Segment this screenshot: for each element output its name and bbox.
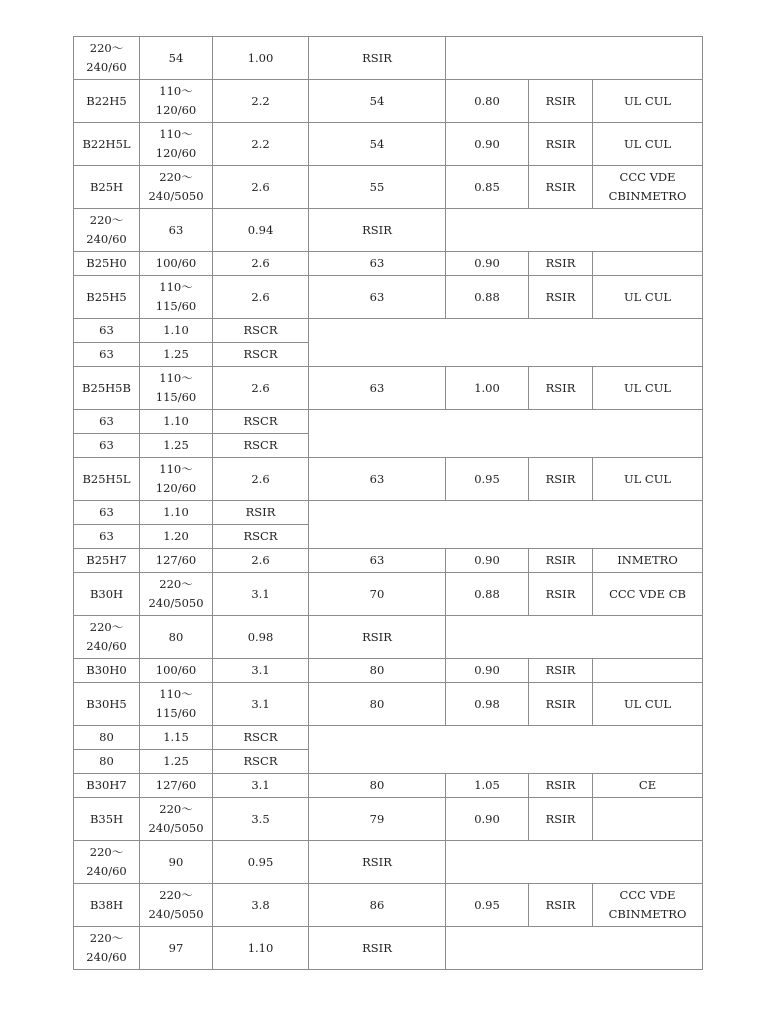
table-cell: 1.25 [140, 343, 213, 367]
table-cell: 63 [309, 458, 446, 501]
table-cell: 1.10 [140, 319, 213, 343]
table-cell: 0.80 [446, 80, 529, 123]
table-cell: 110～115/60 [140, 367, 213, 410]
table-cell: RSIR [309, 927, 446, 970]
spec-table-container [73, 36, 703, 970]
table-cell: RSIR [309, 209, 446, 252]
table-cell: RSIR [529, 123, 593, 166]
table-row [74, 884, 703, 927]
table-cell: RSIR [213, 501, 309, 525]
table-cell: 63 [74, 343, 140, 367]
table-cell: CCC VDE CBINMETRO [593, 166, 703, 209]
table-cell: 1.25 [140, 750, 213, 774]
table-cell: 0.90 [446, 659, 529, 683]
empty-cell [593, 659, 703, 683]
table-cell: 63 [309, 367, 446, 410]
table-cell: 0.88 [446, 276, 529, 319]
table-row [74, 37, 703, 80]
table-cell: 1.20 [140, 525, 213, 549]
table-cell: 3.8 [213, 884, 309, 927]
table-cell: 63 [309, 276, 446, 319]
table-row [74, 549, 703, 573]
table-cell: 110～115/60 [140, 683, 213, 726]
table-cell: 110～120/60 [140, 123, 213, 166]
table-cell: 1.25 [140, 434, 213, 458]
table-cell: 63 [74, 410, 140, 434]
table-cell: 0.90 [446, 252, 529, 276]
table-cell: 2.2 [213, 80, 309, 123]
table-cell: RSIR [309, 841, 446, 884]
table-cell: RSCR [213, 410, 309, 434]
table-cell: 3.1 [213, 774, 309, 798]
table-cell: 2.6 [213, 367, 309, 410]
table-cell: 80 [74, 726, 140, 750]
empty-cell [446, 616, 703, 659]
table-cell: RSIR [529, 683, 593, 726]
table-cell: RSCR [213, 750, 309, 774]
table-row [74, 367, 703, 410]
table-cell: RSIR [309, 37, 446, 80]
table-cell: CCC VDE CB [593, 573, 703, 616]
table-cell: 100/60 [140, 659, 213, 683]
table-cell: 0.94 [213, 209, 309, 252]
table-row [74, 726, 703, 750]
table-cell: 3.5 [213, 798, 309, 841]
table-cell: 100/60 [140, 252, 213, 276]
table-cell: 110～120/60 [140, 80, 213, 123]
table-cell: 2.6 [213, 549, 309, 573]
table-cell: RSIR [529, 252, 593, 276]
empty-cell [593, 798, 703, 841]
table-cell: 3.1 [213, 683, 309, 726]
table-cell: B25H5L [74, 458, 140, 501]
table-cell: RSIR [529, 798, 593, 841]
table-cell: 220～240/60 [74, 927, 140, 970]
empty-cell [446, 927, 703, 970]
table-cell: CCC VDE CBINMETRO [593, 884, 703, 927]
table-row [74, 927, 703, 970]
spec-table [73, 36, 703, 970]
empty-cell [593, 252, 703, 276]
table-row [74, 683, 703, 726]
table-cell: B25H [74, 166, 140, 209]
table-cell: RSIR [529, 458, 593, 501]
table-cell: 220～240/5050 [140, 798, 213, 841]
table-cell: UL CUL [593, 123, 703, 166]
empty-cell [309, 501, 703, 549]
table-cell: B30H7 [74, 774, 140, 798]
table-row [74, 659, 703, 683]
table-cell: 3.1 [213, 659, 309, 683]
table-cell: 63 [74, 319, 140, 343]
table-cell: RSIR [529, 80, 593, 123]
table-cell: 2.2 [213, 123, 309, 166]
empty-cell [309, 410, 703, 458]
table-cell: 220～240/60 [74, 37, 140, 80]
table-cell: 80 [309, 659, 446, 683]
table-cell: 110～115/60 [140, 276, 213, 319]
table-cell: UL CUL [593, 683, 703, 726]
table-cell: B30H5 [74, 683, 140, 726]
table-cell: RSIR [529, 573, 593, 616]
spec-table-body [74, 37, 703, 970]
table-cell: RSIR [529, 549, 593, 573]
table-cell: 86 [309, 884, 446, 927]
table-cell: 0.88 [446, 573, 529, 616]
table-cell: 1.10 [213, 927, 309, 970]
table-cell: 0.90 [446, 798, 529, 841]
table-cell: 54 [140, 37, 213, 80]
table-cell: 1.10 [140, 501, 213, 525]
table-cell: RSCR [213, 525, 309, 549]
table-cell: 80 [309, 774, 446, 798]
table-cell: 0.95 [446, 884, 529, 927]
table-cell: 80 [74, 750, 140, 774]
table-cell: 79 [309, 798, 446, 841]
table-cell: RSIR [529, 884, 593, 927]
table-cell: 1.00 [213, 37, 309, 80]
table-cell: 220～240/60 [74, 841, 140, 884]
table-cell: RSCR [213, 726, 309, 750]
table-cell: B35H [74, 798, 140, 841]
table-cell: 70 [309, 573, 446, 616]
empty-cell [309, 319, 703, 367]
table-cell: UL CUL [593, 458, 703, 501]
table-cell: 220～240/5050 [140, 166, 213, 209]
table-cell: UL CUL [593, 80, 703, 123]
table-cell: B25H7 [74, 549, 140, 573]
table-cell: 2.6 [213, 252, 309, 276]
table-cell: RSCR [213, 434, 309, 458]
table-cell: B25H5B [74, 367, 140, 410]
table-cell: B30H0 [74, 659, 140, 683]
table-row [74, 841, 703, 884]
table-cell: 0.90 [446, 549, 529, 573]
table-row [74, 410, 703, 434]
table-row [74, 774, 703, 798]
table-cell: 1.00 [446, 367, 529, 410]
table-cell: 220～240/5050 [140, 884, 213, 927]
table-cell: RSIR [529, 659, 593, 683]
table-cell: 54 [309, 80, 446, 123]
table-cell: 63 [74, 525, 140, 549]
table-row [74, 458, 703, 501]
table-row [74, 501, 703, 525]
table-row [74, 166, 703, 209]
table-cell: B25H5 [74, 276, 140, 319]
table-cell: 0.95 [446, 458, 529, 501]
table-cell: 1.15 [140, 726, 213, 750]
table-row [74, 573, 703, 616]
table-cell: 2.6 [213, 458, 309, 501]
table-cell: B38H [74, 884, 140, 927]
table-cell: RSIR [529, 276, 593, 319]
table-cell: B22H5 [74, 80, 140, 123]
table-cell: 2.6 [213, 276, 309, 319]
table-cell: B22H5L [74, 123, 140, 166]
table-cell: 0.95 [213, 841, 309, 884]
table-cell: 220～240/60 [74, 209, 140, 252]
table-cell: 220～240/60 [74, 616, 140, 659]
table-row [74, 80, 703, 123]
table-cell: 0.85 [446, 166, 529, 209]
table-cell: 1.10 [140, 410, 213, 434]
table-cell: 63 [74, 501, 140, 525]
table-row [74, 276, 703, 319]
table-cell: 3.1 [213, 573, 309, 616]
table-row [74, 123, 703, 166]
table-cell: 63 [74, 434, 140, 458]
table-row [74, 616, 703, 659]
table-cell: RSCR [213, 319, 309, 343]
table-cell: B30H [74, 573, 140, 616]
table-cell: UL CUL [593, 367, 703, 410]
table-cell: 63 [309, 549, 446, 573]
table-cell: 1.05 [446, 774, 529, 798]
table-cell: 55 [309, 166, 446, 209]
table-cell: 80 [140, 616, 213, 659]
table-cell: RSIR [309, 616, 446, 659]
table-row [74, 252, 703, 276]
table-cell: 54 [309, 123, 446, 166]
table-cell: 0.98 [446, 683, 529, 726]
empty-cell [446, 841, 703, 884]
table-cell: 110～120/60 [140, 458, 213, 501]
table-row [74, 798, 703, 841]
table-cell: 63 [140, 209, 213, 252]
table-cell: 63 [309, 252, 446, 276]
table-cell: 80 [309, 683, 446, 726]
table-cell: 127/60 [140, 774, 213, 798]
table-cell: RSIR [529, 166, 593, 209]
table-cell: INMETRO [593, 549, 703, 573]
table-cell: 220～240/5050 [140, 573, 213, 616]
table-cell: 2.6 [213, 166, 309, 209]
table-cell: CE [593, 774, 703, 798]
table-cell: RSCR [213, 343, 309, 367]
empty-cell [446, 37, 703, 80]
table-cell: B25H0 [74, 252, 140, 276]
empty-cell [446, 209, 703, 252]
table-cell: 90 [140, 841, 213, 884]
table-cell: UL CUL [593, 276, 703, 319]
table-row [74, 209, 703, 252]
table-cell: 0.90 [446, 123, 529, 166]
table-cell: RSIR [529, 774, 593, 798]
table-cell: 0.98 [213, 616, 309, 659]
table-cell: RSIR [529, 367, 593, 410]
table-cell: 97 [140, 927, 213, 970]
empty-cell [309, 726, 703, 774]
table-row [74, 319, 703, 343]
table-cell: 127/60 [140, 549, 213, 573]
